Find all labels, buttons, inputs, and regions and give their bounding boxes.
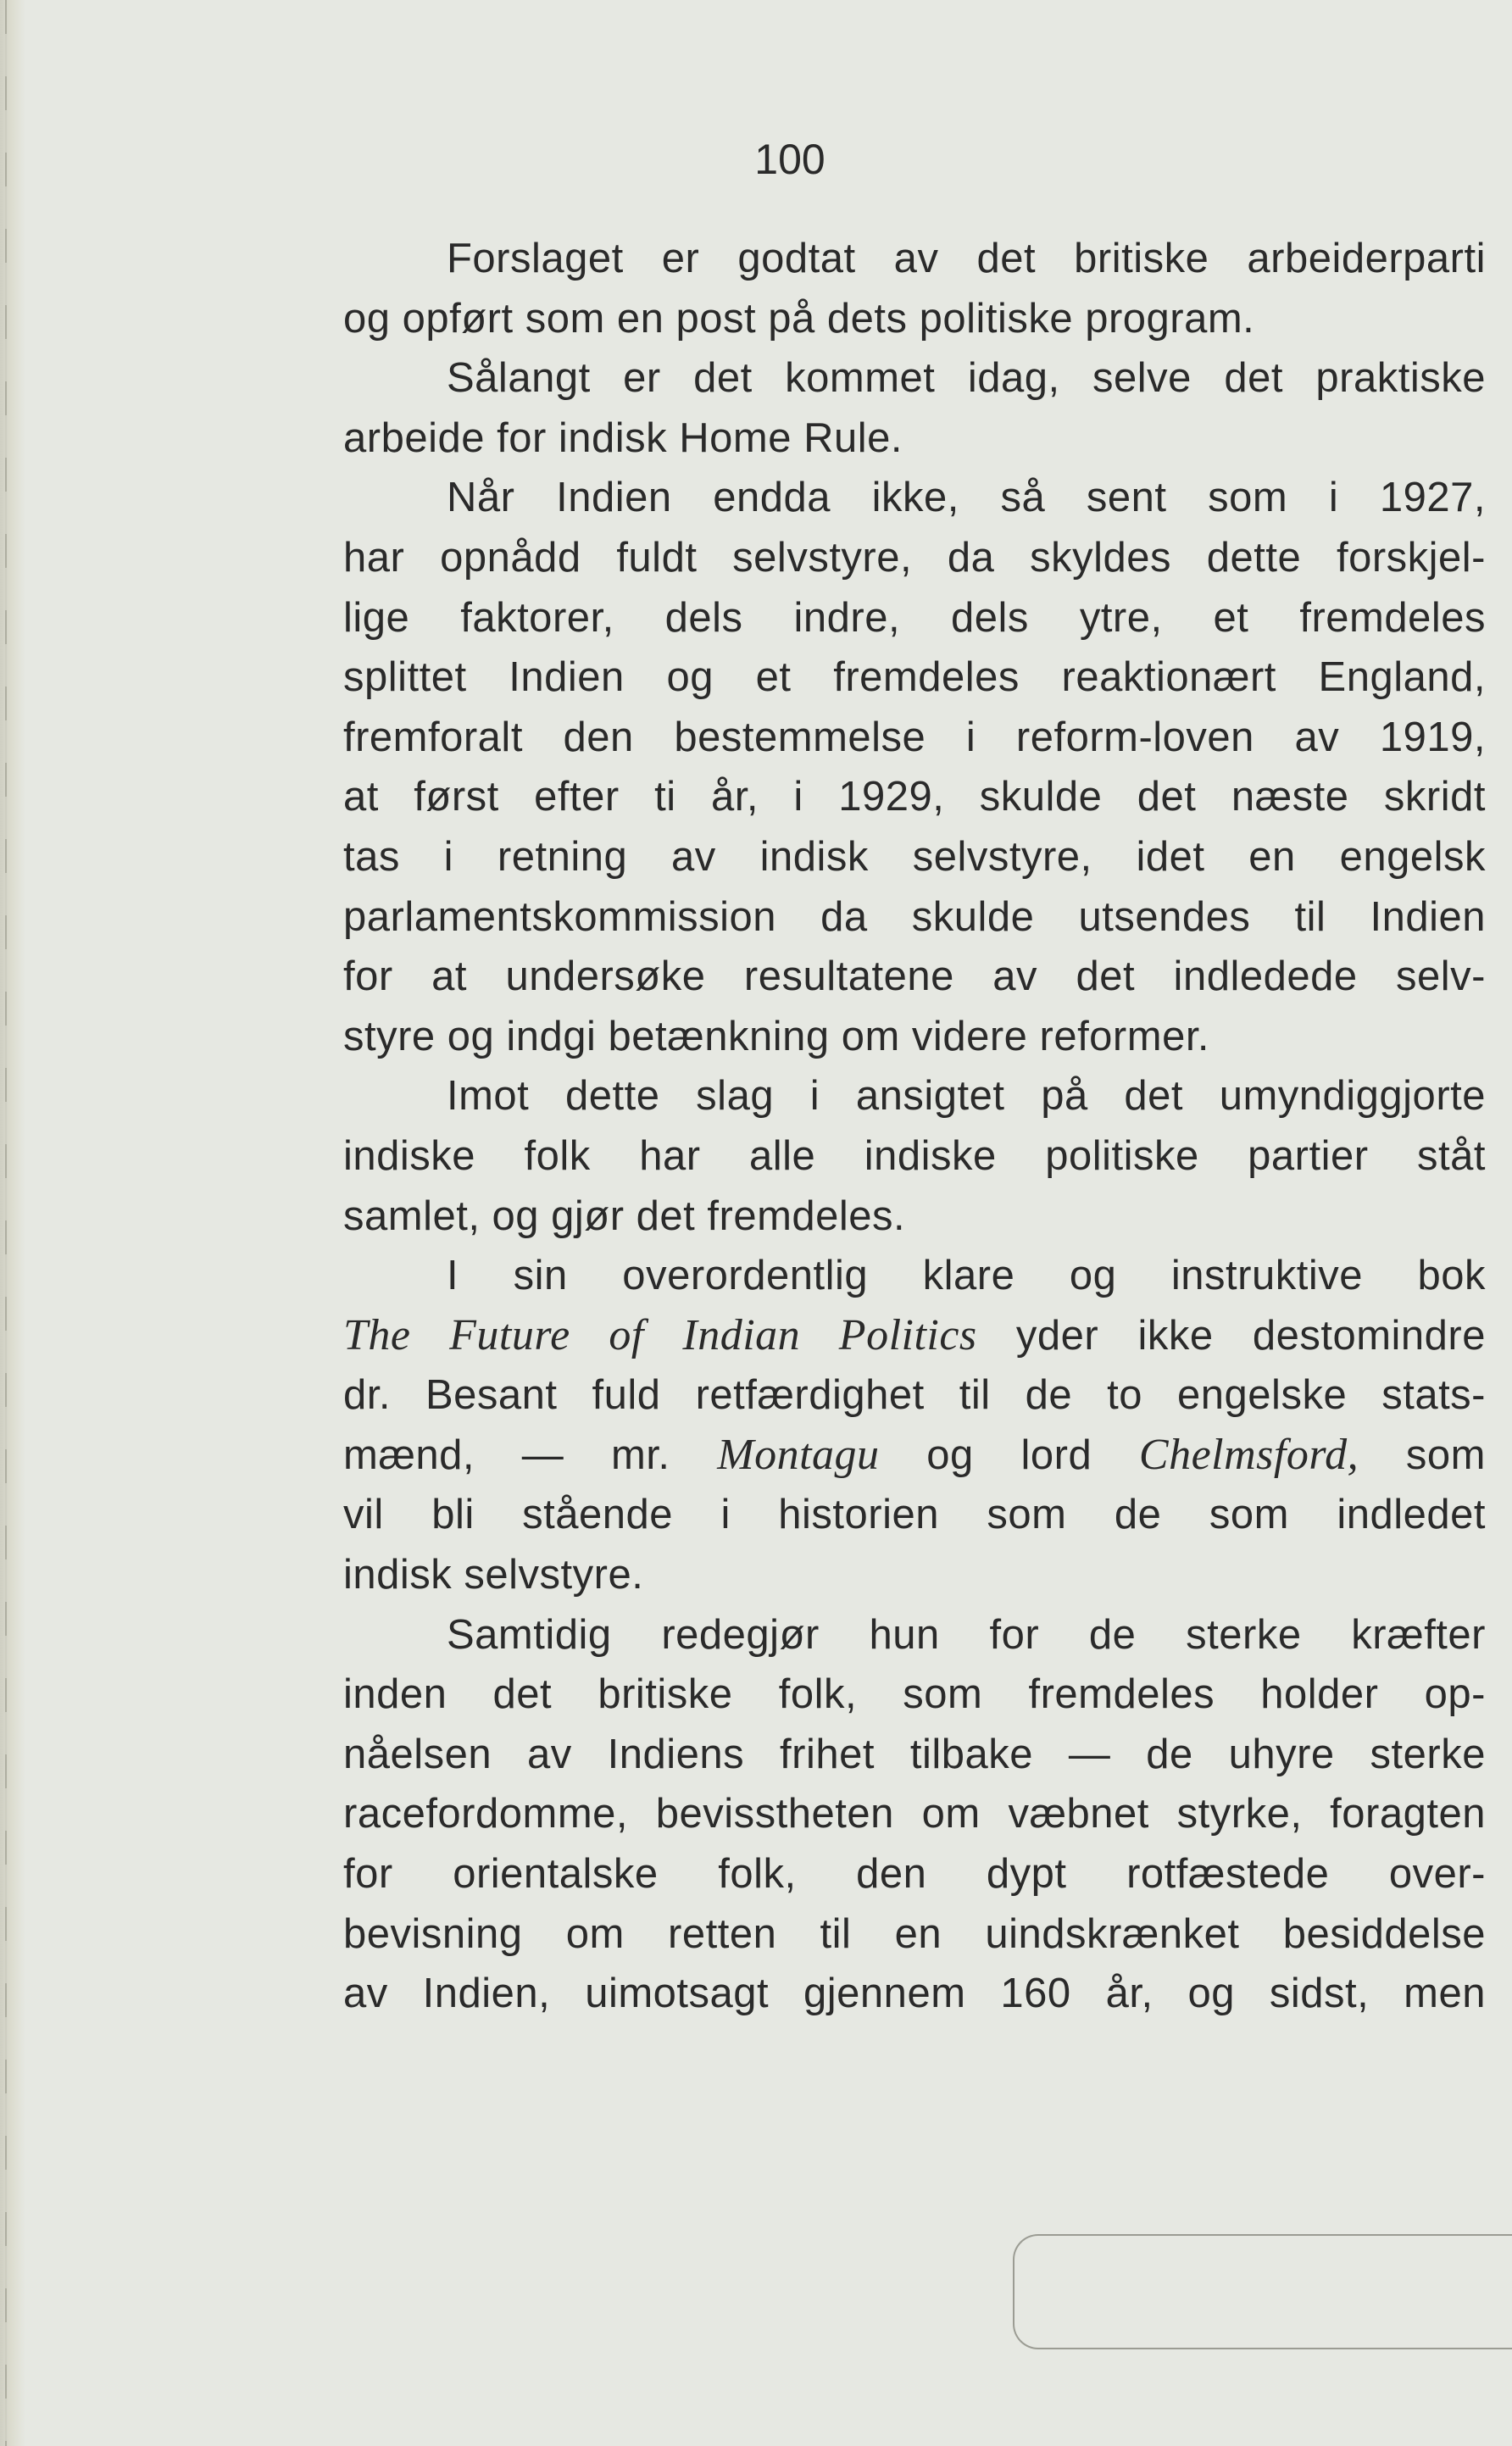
text-line [343,947,1486,1007]
italic-text: The Future of Indian Politics [343,1310,977,1359]
text-segment: indisk selvstyre. [343,1552,644,1598]
text-segment: har opnådd fuldt selvstyre, da skyldes dette forskjel- [343,534,1486,581]
text-line [343,1187,1486,1247]
text-segment: fremforalt den bestemmelse i reform-loven av 1919, [343,714,1486,760]
text-segment: at først efter ti år, i 1929, skulde det næste skridt [343,774,1486,820]
text-line [343,708,1486,768]
text-segment: inden det britiske folk, som fremdeles holder op- [343,1671,1486,1718]
text-segment: indiske folk har alle indiske politiske partier ståt [343,1132,1486,1179]
text-line [343,887,1486,948]
text-segment: mænd, — mr. [343,1431,718,1478]
text-segment: og opført som en post på dets politiske program. [343,295,1255,342]
text-line [343,1725,1486,1785]
text-segment: arbeide for indisk Home Rule. [343,414,903,461]
text-line [343,1964,1486,2024]
text-segment: som [1359,1431,1486,1478]
text-segment: Når Indien endda ikke, så sent som i 1927, [447,475,1486,521]
text-segment: splittet Indien og et fremdeles reaktionært England, [343,654,1486,701]
text-segment: for at undersøke resultatene av det indledede selv- [343,953,1486,1000]
text-segment: parlamentskommission da skulde utsendes til Indien [343,893,1486,940]
text-segment: av Indien, uimotsagt gjennem 160 år, og sidst, men [343,1971,1486,2017]
text-segment: Sålangt er det kommet idag, selve det praktiske [447,355,1486,402]
text-line [343,1485,1486,1545]
text-segment: racefordomme, bevisstheten om væbnet styrke, foragten [343,1791,1486,1837]
text-segment: nåelsen av Indiens frihet tilbake — de uhyre sterke [343,1731,1486,1777]
text-line [343,1246,1486,1306]
text-line [343,468,1486,528]
text-line [343,827,1486,887]
text-line [343,1904,1486,1965]
text-line [343,767,1486,827]
italic-text: Montagu [717,1430,880,1479]
text-segment: for orientalske folk, den dypt rotfæstede over- [343,1851,1486,1898]
text-segment: vil bli stående i historien som de som indledet [343,1492,1486,1538]
page-binding-edge [0,0,25,2446]
text-line [343,1007,1486,1067]
stamp-frame [1013,2234,1512,2349]
text-line [343,1545,1486,1605]
page-number: 100 [754,136,825,183]
text-segment: Forslaget er godtat av det britiske arbeiderparti [447,236,1486,281]
text-line [343,1844,1486,1904]
text-segment: Samtidig redegjør hun for de sterke kræfter [447,1611,1486,1658]
text-line [343,1784,1486,1844]
text-segment: tas i retning av indisk selvstyre, idet en engelsk [343,833,1486,880]
text-line [343,1306,1486,1366]
text-line [343,348,1486,409]
text-line [343,1365,1486,1426]
text-segment: samlet, og gjør det fremdeles. [343,1192,906,1239]
text-line [343,1126,1486,1187]
text-segment: I sin overordentlig klare og instruktive bok [447,1253,1486,1299]
text-line [343,289,1486,349]
text-segment: og lord [879,1431,1139,1478]
text-line [343,1605,1486,1665]
text-line [343,409,1486,469]
text-segment: styre og indgi betænkning om videre reformer. [343,1013,1210,1059]
text-line [343,648,1486,708]
text-line [343,229,1486,289]
body-text [343,229,1486,2024]
text-line [343,1066,1486,1126]
text-line [343,588,1486,648]
text-line [343,528,1486,588]
text-line [343,1665,1486,1725]
italic-text: Chelmsford, [1138,1430,1359,1479]
text-line [343,1426,1486,1486]
text-segment: dr. Besant fuld retfærdighet til de to engelske stats- [343,1372,1486,1419]
text-segment: yder ikke destomindre [976,1312,1486,1359]
text-segment: Imot dette slag i ansigtet på det umyndiggjorte [447,1073,1486,1120]
text-segment: lige faktorer, dels indre, dels ytre, et fremdeles [343,594,1486,641]
text-segment: bevisning om retten til en uindskrænket besiddelse [343,1910,1486,1957]
